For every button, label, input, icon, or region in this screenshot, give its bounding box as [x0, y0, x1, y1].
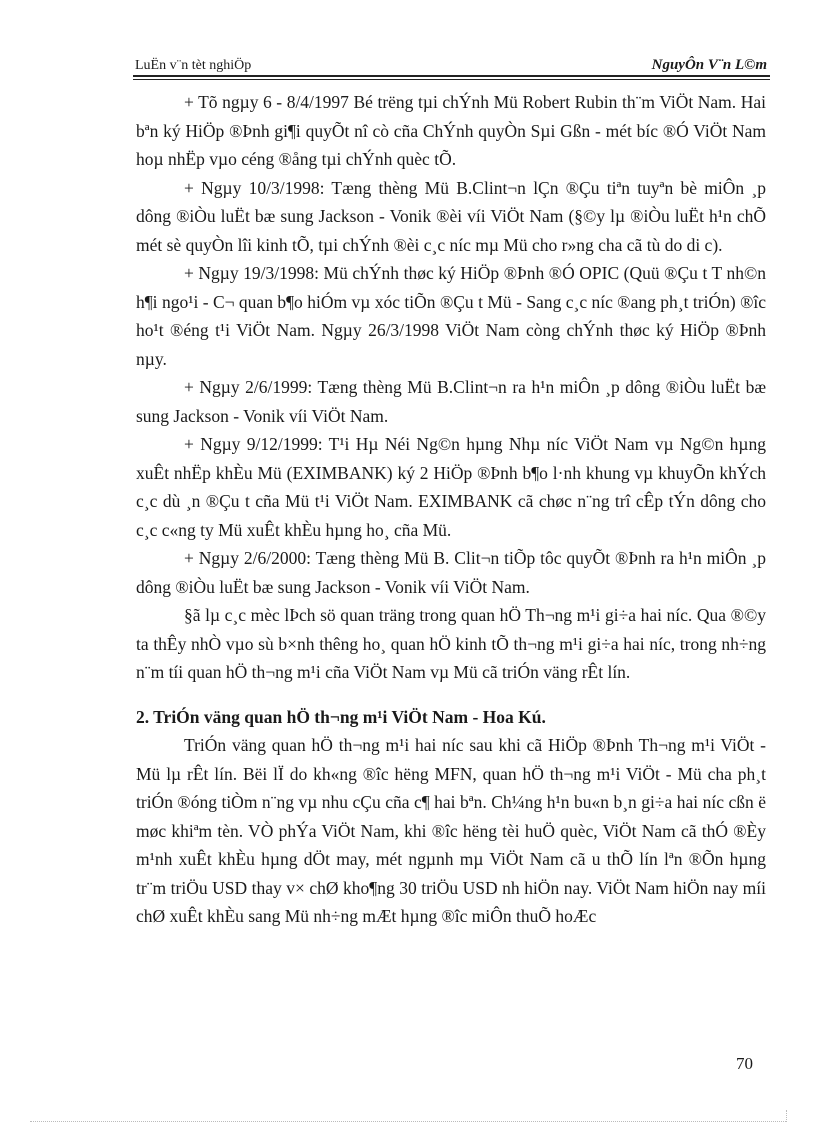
section-heading: 2. TriÓn väng quan hÖ th¬ng m¹i ViÖt Nam - Hoa Kú. [136, 706, 546, 727]
page-border-right [786, 1110, 787, 1122]
page-header [135, 50, 767, 74]
paragraph: + Ngµy 10/3/1998: Tæng thèng Mü B.Clint¬n lÇn ®Çu tiªn tuyªn bè miÔn ¸p dông ®iÒu luËt bæ sung Jackson - Vonik ®èi víi ViÖt Nam (§©y lµ ®iÒu luËt h¹n chÕ mét sè quyÒn lîi kinh tÕ, tµi chÝnh ®èi c¸c níc mµ Mü cho r»ng cha cã tù do di c). [136, 177, 766, 255]
paragraph: + Tõ ngµy 6 - 8/4/1997 Bé trëng tµi chÝnh Mü Robert Rubin th¨m ViÖt Nam. Hai bªn ký HiÖp ®Þnh gi¶i quyÕt nî cò cña ChÝnh quyÒn Sµi Gßn - mét bíc ®Ó ViÖt Nam hoµ nhËp vµo céng ®ång tµi chÝnh quèc tÕ. [136, 92, 766, 169]
header-rule [133, 75, 770, 77]
paragraph: + Ngµy 9/12/1999: T¹i Hµ Néi Ng©n hµng Nhµ níc ViÖt Nam vµ Ng©n hµng xuÊt nhËp khÈu Mü (EXIMBANK) ký 2 HiÖp ®Þnh b¶o l·nh khung vµ khuyÕn khÝch c¸c dù ¸n ®Çu t cña Mü t¹i ViÖt Nam. EXIMBANK cã chøc n¨ng trî cÊp tÝn dông cho c¸c c«ng ty Mü xuÊt khÈu hµng ho¸ cña Mü. [136, 434, 766, 540]
page-number: 70 [736, 1054, 753, 1073]
paragraph: + Ngµy 19/3/1998: Mü chÝnh thøc ký HiÖp ®Þnh ®Ó OPIC (Quü ®Çu t T nh©n h¶i ngo¹i - C¬ quan b¶o hiÓm vµ xóc tiÕn ®Çu t Mü - Sang c¸c níc ®ang ph¸t triÓn) ®îc ho¹t ®éng t¹i ViÖt Nam. Ngµy 26/3/1998 ViÖt Nam còng chÝnh thøc ký HiÖp ®Þnh nµy. [136, 263, 766, 369]
paragraph: + Ngµy 2/6/2000: Tæng thèng Mü B. Clit¬n tiÕp tôc quyÕt ®Þnh ra h¹n miÔn ¸p dông ®iÒu luËt bæ sung Jackson - Vonik víi ViÖt Nam. [136, 548, 766, 597]
header-thesis-label: LuËn v¨n tèt nghiÖp [135, 58, 252, 73]
paragraph: TriÓn väng quan hÖ th¬ng m¹i hai níc sau khi cã HiÖp ®Þnh Th¬ng m¹i ViÖt - Mü lµ rÊt lín. Bëi lÏ do kh«ng ®îc hëng MFN, quan hÖ th¬ng m¹i ViÖt - Mü cha ph¸t triÓn ®óng tiÒm n¨ng vµ nhu cÇu cña c¶ hai bªn. Ch¼ng h¹n bu«n b¸n gi÷a hai níc cßn ë møc khiªm tèn. VÒ phÝa ViÖt Nam, khi ®îc hëng tèi huÖ quèc, ViÖt Nam cã thÓ ®Èy m¹nh xuÊt khÈu hµng dÖt may, mét ngµnh mµ ViÖt Nam cã u thÕ lín lªn ®Õn hµng tr¨m triÖu USD thay v× chØ kho¶ng 30 triÖu USD nh hiÖn nay. ViÖt Nam hiÖn nay míi chØ xuÊt khÈu sang Mü nh÷ng mÆt hµng ®îc miÔn thuÕ hoÆc [136, 735, 766, 926]
header-author-name: NguyÔn V¨n L©m [651, 57, 767, 73]
document-body [136, 88, 766, 931]
header-rule-thin [133, 79, 770, 80]
paragraph: §ã lµ c¸c mèc lÞch sö quan träng trong quan hÖ Th¬ng m¹i gi÷a hai níc. Qua ®©y ta thÊy nhÒ vµo sù b×nh thêng ho¸ quan hÖ kinh tÕ th¬ng m¹i gi÷a hai níc, trong nh÷ng n¨m tíi quan hÖ th¬ng m¹i cña ViÖt Nam vµ Mü cã triÓn väng rÊt lín. [136, 605, 766, 682]
page-border-bottom [30, 1121, 786, 1122]
paragraph: + Ngµy 2/6/1999: Tæng thèng Mü B.Clint¬n ra h¹n miÔn ¸p dông ®iÒu luËt bæ sung Jackson - Vonik víi ViÖt Nam. [136, 377, 766, 426]
